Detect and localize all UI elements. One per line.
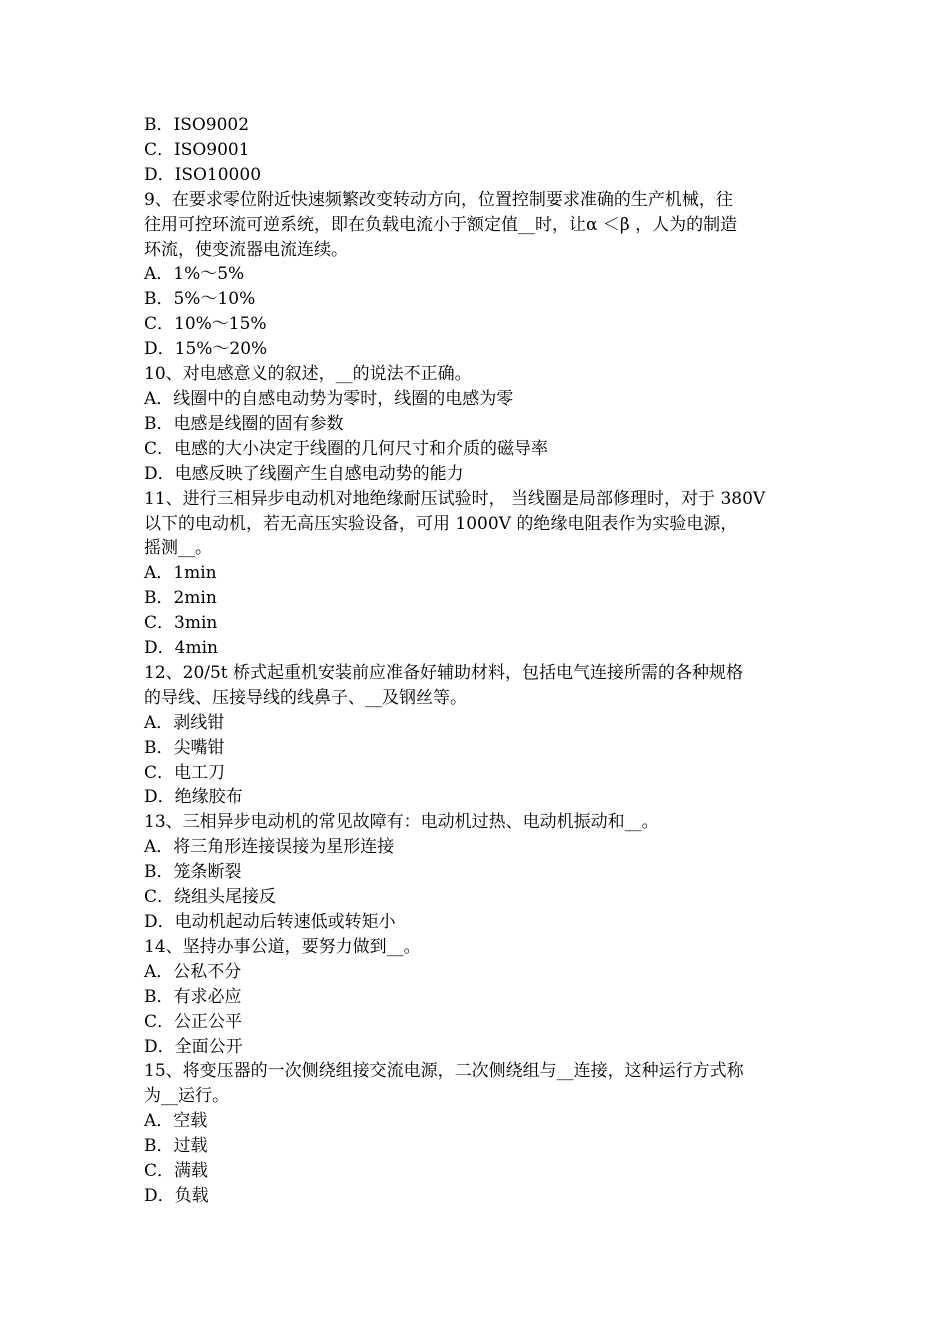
option-line: D．4min	[144, 638, 218, 659]
option-line: C．公正公平	[144, 1011, 243, 1032]
question-text-line: 9、在要求零位附近快速频繁改变转动方向，位置控制要求准确的生产机械，往	[144, 189, 733, 210]
question-10	[144, 362, 808, 487]
option-line: D．15%～20%	[144, 339, 268, 360]
option-line: B．笼条断裂	[144, 862, 242, 883]
option-line: D．负载	[144, 1185, 209, 1206]
question-15	[144, 1059, 808, 1208]
option-line: B．2min	[144, 588, 217, 609]
option-line: B．尖嘴钳	[144, 737, 225, 758]
option-line: C．满载	[144, 1161, 209, 1182]
question-list	[144, 113, 808, 1209]
option-line: A．将三角形连接误接为星形连接	[144, 837, 395, 858]
option-line: B．过载	[144, 1136, 208, 1157]
question-13	[144, 810, 808, 935]
option-line: A．1min	[144, 563, 217, 584]
option-line: A．1%～5%	[144, 264, 245, 285]
option-line: A．公私不分	[144, 961, 242, 982]
option-line: C．3min	[144, 613, 218, 634]
option-line: B．有求必应	[144, 986, 242, 1007]
option-line: A．空载	[144, 1111, 208, 1132]
option-line: C．电工刀	[144, 762, 226, 783]
option-line: D．ISO10000	[144, 164, 262, 185]
option-line: B．ISO9002	[144, 115, 250, 135]
question-text-line: 13、三相异步电动机的常见故障有：电动机过热、电动机振动和__。	[144, 812, 659, 833]
option-line: D．电感反映了线圈产生自感电动势的能力	[144, 463, 464, 484]
question-text-line: 环流，使变流器电流连续。	[144, 239, 348, 260]
option-line: A．线圈中的自感电动势为零时，线圈的电感为零	[144, 388, 514, 409]
option-line: C．ISO9001	[144, 139, 250, 160]
question-text-line: 摇测__。	[144, 538, 212, 559]
option-line: B．5%～10%	[144, 289, 256, 310]
question-text-line: 10、对电感意义的叙述，__的说法不正确。	[144, 364, 472, 385]
question-9	[144, 188, 808, 362]
question-text-line: 以下的电动机，若无高压实验设备，可用 1000V 的绝缘电阻表作为实验电源，	[144, 513, 738, 534]
question-text-line: 的导线、压接导线的线鼻子、__及钢丝等。	[144, 687, 467, 708]
question-text-line: 15、将变压器的一次侧绕组接交流电源，二次侧绕组与__连接，这种运行方式称	[144, 1061, 744, 1082]
option-line: A．剥线钳	[144, 712, 225, 733]
option-line: C．10%～15%	[144, 314, 267, 335]
question-14	[144, 935, 808, 1060]
option-line: B．电感是线圈的固有参数	[144, 413, 344, 434]
option-line: D．绝缘胶布	[144, 787, 243, 808]
option-line: C．绕组头尾接反	[144, 887, 277, 908]
question-text-line: 11、进行三相异步电动机对地绝缘耐压试验时， 当线圈是局部修理时，对于 380V	[144, 488, 766, 509]
option-line: C．电感的大小决定于线圈的几何尺寸和介质的磁导率	[144, 438, 549, 459]
question-text-line: 12、20/5t 桥式起重机安装前应准备好辅助材料，包括电气连接所需的各种规格	[144, 662, 744, 683]
question-text-line: 14、坚持办事公道，要努力做到__。	[144, 936, 421, 957]
question-12	[144, 661, 808, 810]
option-line: D．电动机起动后转速低或转矩小	[144, 912, 396, 932]
question-11	[144, 487, 808, 661]
question-text-line: 往用可控环流可逆系统，即在负载电流小于额定值__时，让α ＜β ，人为的制造	[144, 214, 738, 235]
question-text-line: 为__运行。	[144, 1086, 229, 1107]
option-line: D．全面公开	[144, 1036, 243, 1057]
